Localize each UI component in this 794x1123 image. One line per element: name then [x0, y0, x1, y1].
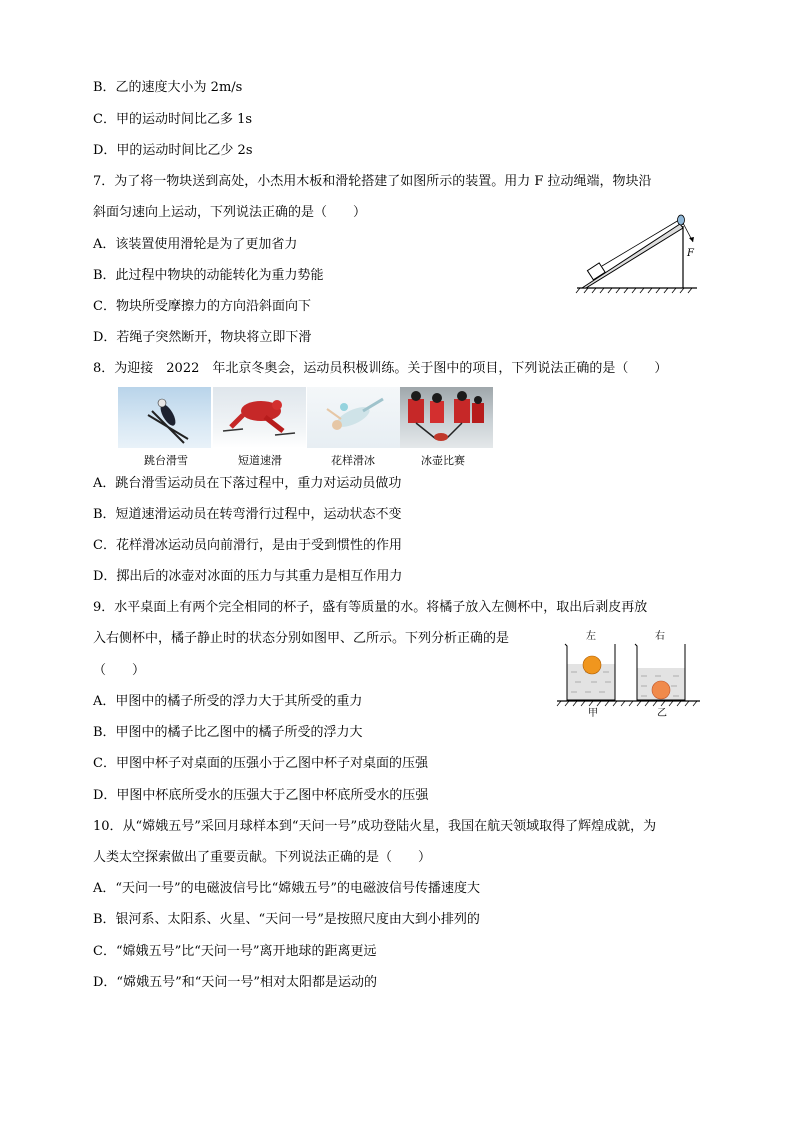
figure-skating-photo: [307, 387, 400, 448]
q9-beakers-figure: [555, 628, 705, 720]
q9-stem-line3: （ ）: [93, 663, 146, 678]
ski-jump-photo: [118, 387, 211, 448]
q10-stem-line1: 10．从“嫦娥五号”采回月球样本到“天问一号”成功登陆火星，我国在航天领域取得了辉煌成就，为: [93, 819, 657, 834]
right-peeled-orange-icon: [652, 681, 670, 699]
right-label: 右: [655, 631, 665, 642]
q10-option-b: B．银河系、太阳系、火星、“天问一号”是按照尺度由大到小排列的: [93, 912, 480, 927]
q7-stem-line2: 斜面匀速向上运动，下列说法正确的是（ ）: [93, 205, 367, 220]
q8-option-c: C．花样滑冰运动员向前滑行，是由于受到惯性的作用: [93, 538, 402, 553]
q9-stem-line2: 入右侧杯中，橘子静止时的状态分别如图甲、乙所示。下列分析正确的是: [93, 631, 510, 646]
q10-option-c: C．“嫦娥五号”比“天问一号”离开地球的距离更远: [93, 944, 377, 959]
force-arrow-icon: [689, 237, 694, 242]
jia-label: 甲: [588, 708, 598, 719]
speed-skating-photo: [213, 387, 306, 448]
q8-option-d: D．掷出后的冰壶对冰面的压力与其重力是相互作用力: [93, 569, 403, 584]
q10-option-d: D．“嫦娥五号”和“天问一号”相对太阳都是运动的: [93, 975, 378, 990]
q8-option-b: B．短道速滑运动员在转弯滑行过程中，运动状态不变: [93, 507, 402, 522]
force-label: F: [687, 248, 694, 259]
q10-option-a: A．“天问一号”的电磁波信号比“嫦娥五号”的电磁波信号传播速度大: [93, 881, 480, 896]
q8-option-a: A．跳台滑雪运动员在下落过程中，重力对运动员做功: [93, 476, 402, 491]
q6-option-c: C．甲的运动时间比乙多 1s: [93, 112, 253, 127]
q7-stem-line1: 7．为了将一物块送到高处，小杰用木板和滑轮搭建了如图所示的装置。用力 F 拉动绳端，物块沿: [93, 174, 652, 189]
q6-option-d: D．甲的运动时间比乙少 2s: [93, 143, 253, 158]
q7-option-b: B．此过程中物块的动能转化为重力势能: [93, 268, 324, 283]
q7-option-d: D．若绳子突然断开，物块将立即下滑: [93, 330, 312, 345]
inclined-plank: [582, 224, 683, 288]
caption-figure-skating: 花样滑冰: [331, 454, 375, 467]
left-label: 左: [586, 631, 596, 642]
q7-option-a: A．该装置使用滑轮是为了更加省力: [93, 237, 298, 252]
caption-ski-jump: 跳台滑雪: [144, 454, 188, 467]
yi-label: 乙: [657, 708, 667, 719]
q9-option-b: B．甲图中的橘子比乙图中的橘子所受的浮力大: [93, 725, 363, 740]
curling-photo: [400, 387, 493, 448]
caption-curling: 冰壶比赛: [421, 454, 465, 467]
left-orange-icon: [583, 656, 601, 674]
q9-option-d: D．甲图中杯底所受水的压强大于乙图中杯底所受水的压强: [93, 788, 429, 803]
caption-speed-skating: 短道速滑: [238, 454, 282, 467]
q10-stem-line2: 人类太空探索做出了重要贡献。下列说法正确的是（ ）: [93, 850, 432, 865]
q8-stem: 8．为迎接 2022 年北京冬奥会，运动员积极训练。关于图中的项目，下列说法正确的是（ ）: [93, 361, 668, 376]
ground-hatching: [576, 288, 692, 293]
q7-pulley-incline-figure: [572, 208, 702, 298]
q9-stem-line1: 9．水平桌面上有两个完全相同的杯子，盛有等质量的水。将橘子放入左侧杯中，取出后剥皮再放: [93, 600, 648, 615]
q9-option-c: C．甲图中杯子对桌面的压强小于乙图中杯子对桌面的压强: [93, 756, 428, 771]
q7-option-c: C．物块所受摩擦力的方向沿斜面向下: [93, 299, 311, 314]
q6-option-b: B．乙的速度大小为 2m/s: [93, 80, 243, 95]
table-hatching: [557, 701, 697, 706]
q9-option-a: A．甲图中的橘子所受的浮力大于其所受的重力: [93, 694, 363, 709]
rope: [602, 220, 679, 266]
